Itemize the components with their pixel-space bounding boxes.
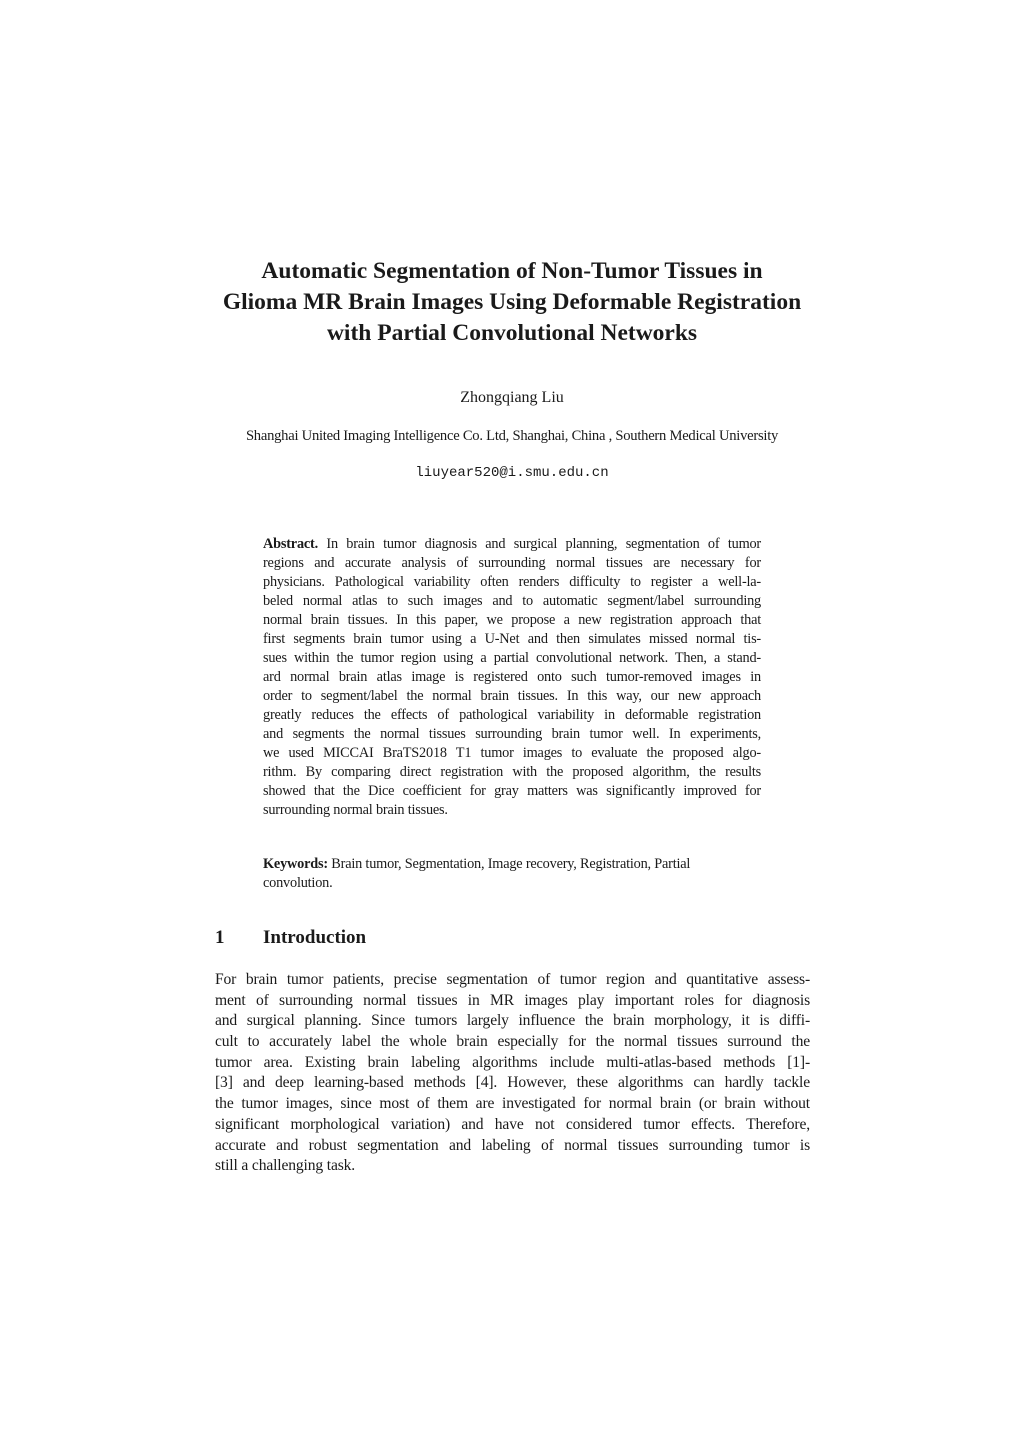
abstract-line: showed that the Dice coefficient for gray matters was significantly improved for — [263, 783, 761, 799]
abstract-text: In brain tumor diagnosis and surgical planning, segmentation of tumor — [317, 536, 761, 552]
keywords-text: Brain tumor, Segmentation, Image recovery, Registration, Partial — [327, 856, 691, 872]
section-number: 1 — [215, 927, 225, 948]
paper-title — [150, 256, 874, 349]
section-title: Introduction — [263, 927, 367, 948]
abstract-line: surrounding normal brain tissues. — [263, 802, 448, 818]
abstract-line: beled normal atlas to such images and to automatic segment/label surrounding — [263, 593, 761, 609]
title-line: with Partial Convolutional Networks — [326, 320, 698, 346]
abstract-line: greatly reduces the effects of pathological variability in deformable registration — [263, 707, 761, 723]
title-line: Glioma MR Brain Images Using Deformable Registration — [222, 289, 802, 315]
body-line: and surgical planning. Since tumors largely influence the brain morphology, it is diffi- — [215, 1012, 810, 1030]
author-email: liuyear520@i.smu.edu.cn — [415, 465, 609, 481]
body-line: For brain tumor patients, precise segmentation of tumor region and quantitative assess- — [215, 971, 810, 988]
keywords-line — [263, 855, 761, 874]
introduction-body — [215, 970, 810, 1177]
body-line: significant morphological variation) and have not considered tumor effects. Therefore, — [215, 1115, 810, 1133]
abstract-line: normal brain tissues. In this paper, we propose a new registration approach that — [263, 612, 761, 628]
abstract-line: and segments the normal tissues surrounding brain tumor well. In experiments, — [263, 726, 761, 742]
abstract-line: first segments brain tumor using a U-Net and then simulates missed normal tis- — [263, 631, 761, 647]
keywords — [263, 855, 761, 893]
abstract-line: we used MICCAI BraTS2018 T1 tumor images to evaluate the proposed algo- — [263, 745, 761, 761]
abstract-line: sues within the tumor region using a partial convolutional network. Then, a stand- — [263, 650, 761, 666]
abstract-line: rithm. By comparing direct registration with the proposed algorithm, the results — [263, 764, 761, 780]
body-line: accurate and robust segmentation and labeling of normal tissues surrounding tumor is — [215, 1136, 810, 1154]
abstract-label: Abstract. — [263, 536, 318, 552]
title-line: Automatic Segmentation of Non-Tumor Tissues in — [261, 258, 763, 284]
abstract-line: order to segment/label the normal brain tissues. In this way, our new approach — [263, 688, 761, 704]
keywords-line: convolution. — [263, 875, 333, 891]
abstract-line: ard normal brain atlas image is registered onto such tumor-removed images in — [263, 669, 761, 685]
body-line: [3] and deep learning-based methods [4]. However, these algorithms can hardly tackle — [215, 1074, 810, 1092]
body-line: cult to accurately label the whole brain especially for the normal tissues surround the — [215, 1033, 810, 1051]
body-line: the tumor images, since most of them are investigated for normal brain (or brain without — [215, 1095, 810, 1113]
author-name: Zhongqiang Liu — [460, 389, 564, 406]
body-line: tumor area. Existing brain labeling algorithms include multi-atlas-based methods [1]- — [215, 1053, 810, 1071]
section-heading — [215, 926, 366, 950]
author-affiliation: Shanghai United Imaging Intelligence Co. Ltd, Shanghai, China , Southern Medical University — [245, 428, 779, 444]
abstract-line: regions and accurate analysis of surrounding normal tissues are necessary for — [263, 555, 761, 571]
abstract — [263, 535, 761, 820]
abstract-line: physicians. Pathological variability often renders difficulty to register a well-la- — [263, 574, 761, 590]
keywords-label: Keywords: — [263, 856, 328, 872]
body-line: ment of surrounding normal tissues in MR images play important roles for diagnosis — [215, 991, 810, 1009]
abstract-line — [263, 535, 761, 554]
body-line: still a challenging task. — [215, 1157, 356, 1175]
